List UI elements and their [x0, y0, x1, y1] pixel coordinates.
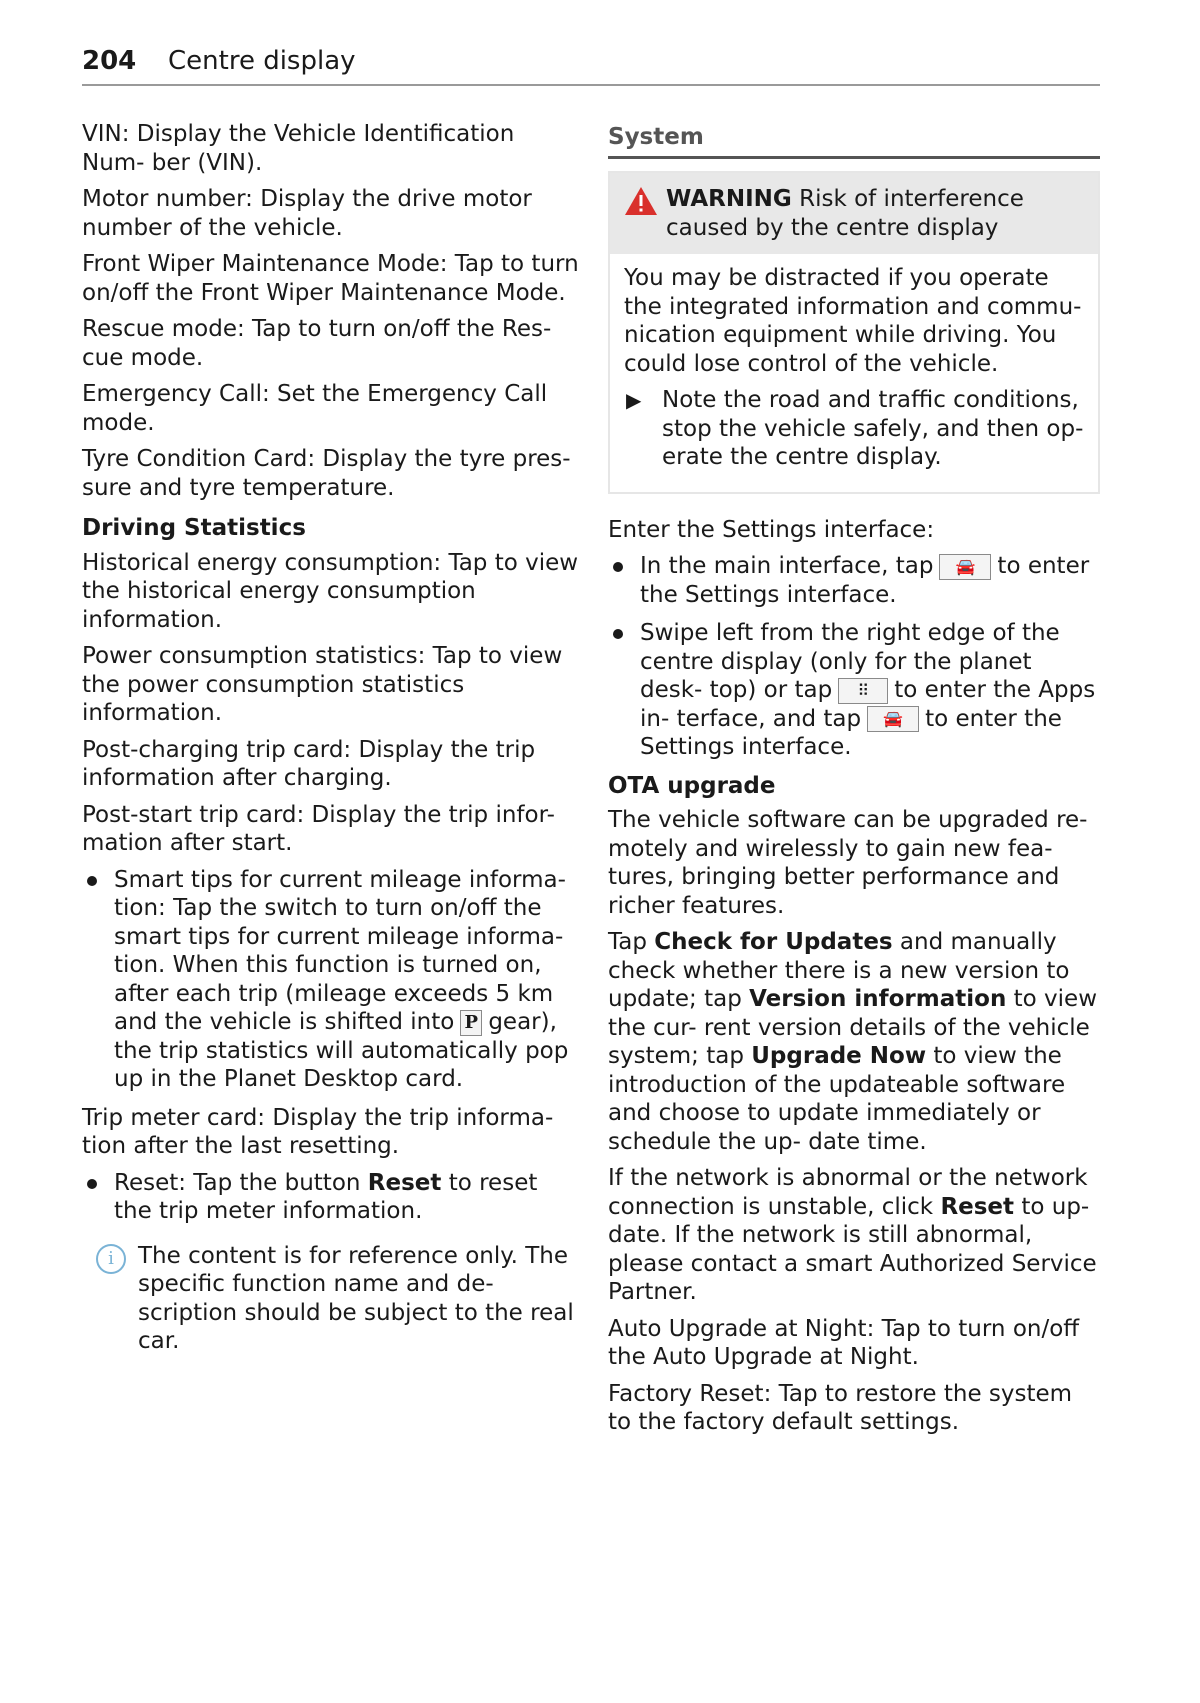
car-settings-icon: 🚘: [867, 706, 919, 732]
text-run: to up- date. If the network is still abnormal, please contact a smart Authorized Service Partner.: [608, 1193, 1097, 1305]
paragraph: Post-start trip card: Display the trip infor- mation after start.: [82, 801, 555, 856]
warning-header: [610, 173, 1098, 254]
list-item-text: gear), the trip statistics will automatically pop up in the Planet Desktop card.: [114, 1009, 569, 1092]
page-number: 204: [82, 46, 137, 76]
paragraph: Factory Reset: Tap to restore the system to the factory default settings.: [608, 1380, 1073, 1435]
paragraph: Post-charging trip card: Display the trip information after charging.: [82, 736, 536, 791]
chapter-title: Centre display: [168, 46, 356, 76]
paragraph: Auto Upgrade at Night: Tap to turn on/off the Auto Upgrade at Night.: [608, 1315, 1080, 1370]
page-header: [82, 42, 1100, 86]
check-updates-label: Check for Updates: [654, 929, 893, 955]
paragraph: Enter the Settings interface:: [608, 516, 935, 543]
list-item-text: to enter the Apps in- terface, and tap: [640, 677, 1096, 732]
list-item-text: Swipe left from the right edge of the centre display (only for the planet desk- top) or tap: [640, 620, 1060, 703]
version-info-label: Version information: [749, 986, 1007, 1012]
warning-box: [608, 171, 1100, 494]
paragraph: Front Wiper Maintenance Mode: Tap to turn on/off the Front Wiper Maintenance Mode.: [82, 251, 579, 306]
list-item: [82, 866, 582, 1094]
info-icon: i: [96, 1244, 126, 1274]
paragraph: Emergency Call: Set the Emergency Call mode.: [82, 381, 548, 436]
list-item-text: Reset: Tap the button: [114, 1169, 361, 1196]
paragraph: [608, 1164, 1100, 1307]
note-text: The content is for reference only. The specific function name and de- scription should be subject to the real car.: [138, 1242, 574, 1354]
car-settings-icon: 🚘: [939, 554, 991, 580]
list-item: [608, 619, 1100, 762]
text-run: to view the introduction of the updateable software and choose to update immediately or schedule the up- date time.: [608, 1043, 1066, 1155]
warning-title: Risk of interference caused by the centre display: [666, 186, 1024, 241]
paragraph: Trip meter card: Display the trip informa- tion after the last resetting.: [82, 1104, 554, 1159]
upgrade-now-label: Upgrade Now: [751, 1043, 927, 1069]
paragraph: Motor number: Display the drive motor number of the vehicle.: [82, 186, 532, 241]
warning-action: ▶ Note the road and traffic conditions, stop the vehicle safely, and then op- erate the centre display.: [624, 386, 1084, 472]
paragraph: The vehicle software can be upgraded re- motely and wirelessly to gain new fea- tures, bringing better performance and richer features.: [608, 807, 1088, 919]
warning-body: [610, 254, 1098, 492]
list-item-text: In the main interface, tap: [640, 553, 934, 579]
reset-label: Reset: [940, 1193, 1015, 1220]
paragraph: Rescue mode: Tap to turn on/off the Res- cue mode.: [82, 316, 552, 371]
gear-p-icon: P: [460, 1010, 482, 1036]
reset-label: Reset: [367, 1169, 442, 1196]
list-item-text: to enter the Settings interface.: [640, 705, 1062, 760]
warning-text: You may be distracted if you operate the integrated information and commu- nication equipment while driving. You could lose control of the vehicle.: [624, 265, 1082, 377]
section-title: System: [608, 124, 1100, 159]
section-heading: OTA upgrade: [608, 772, 776, 799]
text-run: If the network is abnormal or the network connection is unstable, click: [608, 1165, 1088, 1220]
list-item-text: to reset the trip meter information.: [114, 1169, 538, 1224]
list-item-text: Smart tips for current mileage informa- tion: Tap the switch to turn on/off the smart tips for current mileage informa- tion. When this function is turned on, after each trip (mileage exceeds 5 km and the vehicle is shifted into: [114, 866, 566, 1035]
text-run: to view the cur- rent version details of the vehicle system; tap: [608, 986, 1098, 1069]
info-note: [82, 1242, 582, 1356]
paragraph: Historical energy consumption: Tap to view the historical energy consumption information.: [82, 549, 579, 633]
section-heading: Driving Statistics: [82, 515, 306, 541]
right-column: [608, 124, 1100, 1445]
warning-label: WARNING: [666, 186, 792, 212]
text-run: Tap: [608, 929, 647, 955]
apps-grid-icon: ⠿: [838, 678, 888, 704]
left-column: [82, 120, 582, 1356]
warning-triangle-icon: [624, 186, 658, 216]
list-item: [82, 1169, 582, 1226]
paragraph: VIN: Display the Vehicle Identification Num- ber (VIN).: [82, 121, 515, 176]
paragraph: Power consumption statistics: Tap to view the power consumption statistics information.: [82, 643, 563, 726]
list-item: [608, 552, 1100, 609]
list-item-text: to enter the Settings interface.: [640, 553, 1090, 608]
paragraph: [608, 928, 1100, 1156]
paragraph: Tyre Condition Card: Display the tyre pres- sure and tyre temperature.: [82, 446, 571, 501]
text-run: and manually check whether there is a new version to update; tap: [608, 929, 1070, 1012]
